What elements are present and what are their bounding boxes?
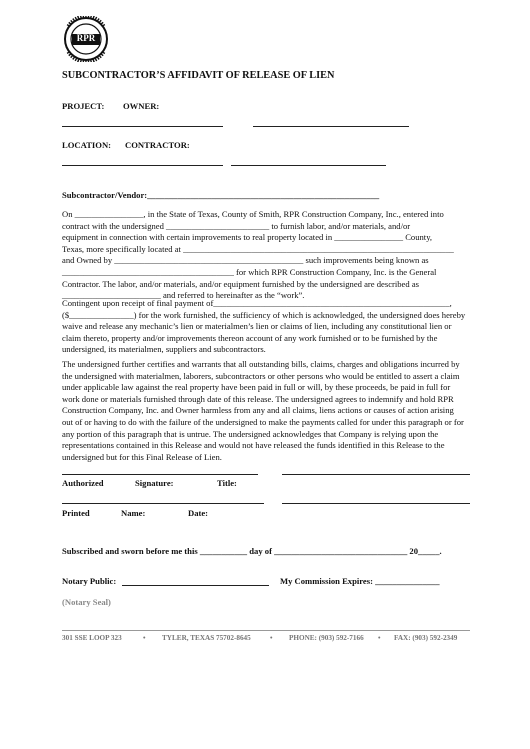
sworn-statement[interactable]: Subscribed and sworn before me this ___________ day of _______________________________ 20_____. xyxy=(62,546,442,556)
project-label: PROJECT: xyxy=(62,101,105,111)
location-label: LOCATION: xyxy=(62,140,112,150)
location-line[interactable] xyxy=(62,165,223,166)
title-line[interactable] xyxy=(282,474,470,475)
logo-monogram: RPR xyxy=(76,33,96,43)
name-label: Name: xyxy=(121,508,146,518)
company-logo xyxy=(61,16,111,62)
para3-line: work done or materials furnished through date of this release. The undersigned agrees to indemnify and hold RPR xyxy=(62,393,454,404)
para2-line: ($_______________) for the work furnished, the sufficiency of which is acknowledged, the undersigned does hereby xyxy=(62,309,466,320)
title-label: Title: xyxy=(217,478,237,488)
printed-label: Printed xyxy=(62,508,90,518)
notary-seal-label: (Notary Seal) xyxy=(62,597,111,607)
payment-paragraph xyxy=(62,298,470,356)
notary-public-line[interactable] xyxy=(122,585,269,586)
para3-line: representations contained in this Release and would not have released the funds identified in this Release to the xyxy=(62,440,445,451)
footer-bullet: • xyxy=(270,634,273,642)
para1-line: ________________________________________ for which RPR Construction Company, Inc. is the General xyxy=(62,266,437,277)
agreement-paragraph xyxy=(62,209,470,302)
warranty-paragraph xyxy=(62,359,470,463)
signature-label: Signature: xyxy=(135,478,174,488)
footer-divider xyxy=(62,630,470,631)
owner-label: OWNER: xyxy=(123,101,160,111)
para1-line: Contractor. The labor, and/or materials, and/or equipment furnished by the undersigned are described as xyxy=(62,278,419,289)
para1-line: On ________________, in the State of Texas, County of Smith, RPR Construction Company, Inc., entered into xyxy=(62,209,444,219)
signature-line[interactable] xyxy=(62,474,258,475)
para2-line: Contingent upon receipt of final payment of_______________________________________________________, xyxy=(62,298,452,308)
footer-address: 301 SSE LOOP 323 xyxy=(62,634,122,642)
date-line[interactable] xyxy=(282,503,470,504)
para2-line: waive and release any mechanic’s lien or materialmen’s lien or claims of lien, including any constitutional lien or xyxy=(62,321,452,332)
para1-line: Texas, more specifically located at _______________________________________________________________ xyxy=(62,243,454,254)
para3-line: under applicable law against the real property have been paid in full or will, by these proceeds, be paid in full for xyxy=(62,382,451,393)
footer-bullet: • xyxy=(143,634,146,642)
para3-line: out of or having to do with the failure of the undersigned to make the payments called for under this paragraph or for xyxy=(62,416,464,427)
para3-line: any portion of this paragraph that is untrue. The undersigned acknowledges that Company is relying upon the xyxy=(62,428,439,439)
commission-expires-field[interactable]: My Commission Expires: _______________ xyxy=(280,576,440,586)
para3-line: Construction Company, Inc. and Owner harmless from any and all claims, liens actions or causes of action arising xyxy=(62,405,454,416)
date-label: Date: xyxy=(188,508,209,518)
notary-public-label: Notary Public: xyxy=(62,576,117,586)
page-title: SUBCONTRACTOR’S AFFIDAVIT OF RELEASE OF LIEN xyxy=(62,70,335,81)
printed-name-line[interactable] xyxy=(62,503,264,504)
footer-city: TYLER, TEXAS 75702-8645 xyxy=(162,634,251,642)
footer-phone: PHONE: (903) 592-7166 xyxy=(289,634,364,642)
para1-line: _______________________ and referred to hereinafter as the “work”. xyxy=(62,290,305,301)
para2-line: undersigned, its materialmen, suppliers and subcontractors. xyxy=(62,344,266,355)
contractor-label: CONTRACTOR: xyxy=(125,140,190,150)
para1-line: and Owned by ____________________________________________ such improvements being known as xyxy=(62,255,429,266)
authorized-label: Authorized xyxy=(62,478,104,488)
para1-line: contract with the undersigned ________________________ to furnish labor, and/or materials, and/or xyxy=(62,220,411,231)
subcontractor-vendor-field[interactable]: Subcontractor/Vendor:______________________________________________________ xyxy=(62,190,380,200)
para1-line: equipment in connection with certain improvements to real property located in ________________ County, xyxy=(62,232,433,243)
owner-line[interactable] xyxy=(253,126,409,127)
footer-bullet: • xyxy=(378,634,381,642)
project-line[interactable] xyxy=(62,126,223,127)
para3-line: undersigned but for this Final Release of Lien. xyxy=(62,451,222,462)
para2-line: claim thereto, property and/or improvements thereon account of any work furnished or to be furnished by the xyxy=(62,332,438,343)
footer-fax: FAX: (903) 592-2349 xyxy=(394,634,458,642)
contractor-line[interactable] xyxy=(231,165,386,166)
para3-line: the undersigned with materialmen, laborers, subcontractors or other persons who would be entitled to assert a claim xyxy=(62,370,460,381)
para3-line: The undersigned further certifies and warrants that all outstanding bills, claims, charges and obligations incurred by xyxy=(62,359,460,369)
